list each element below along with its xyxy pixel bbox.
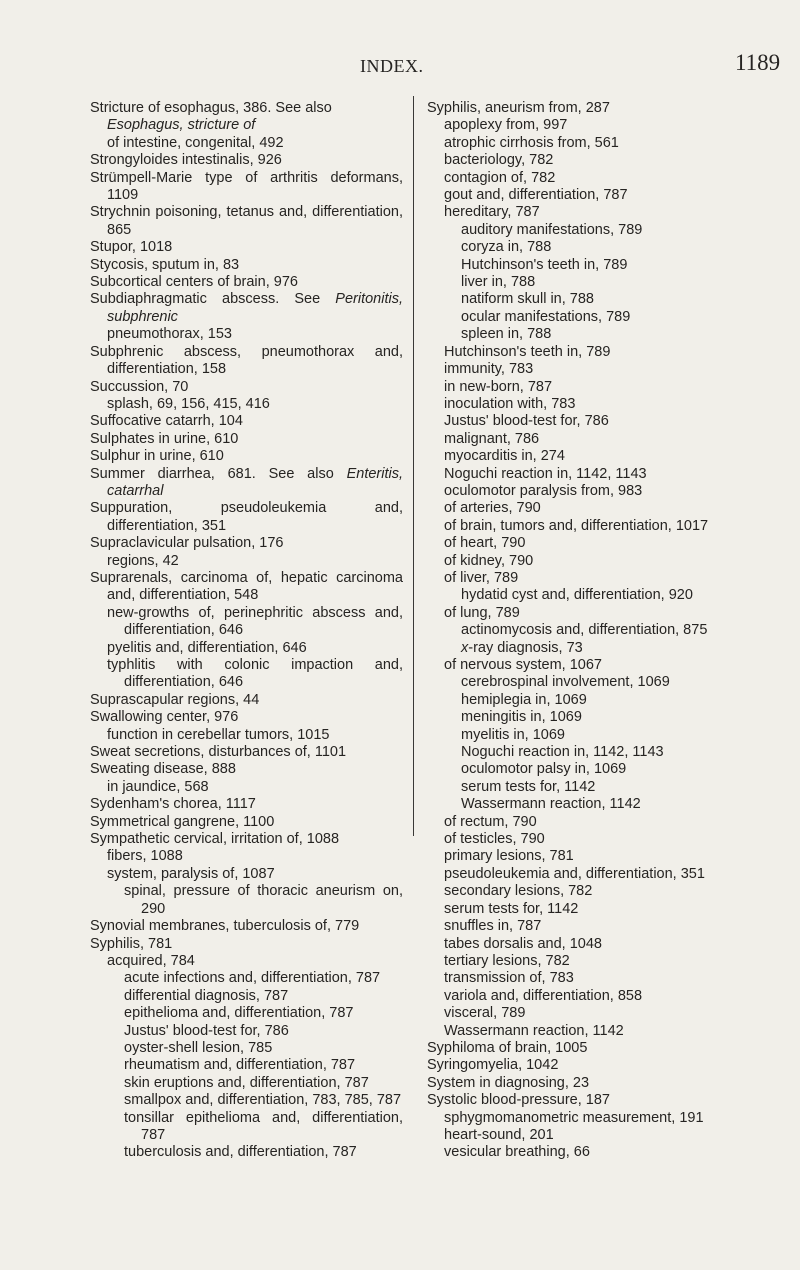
- entry-text: Syringomyelia, 1042: [427, 1057, 559, 1074]
- index-entry: [90, 326, 403, 343]
- entry-text: of testicles, 790: [444, 831, 545, 848]
- entry-text: Sulphur in urine, 610: [90, 448, 224, 465]
- index-entry: [427, 1075, 750, 1092]
- entry-text: Swallowing center, 976: [90, 709, 239, 726]
- index-entry: [427, 657, 750, 674]
- index-entry: [90, 1110, 403, 1145]
- entry-text: serum tests for, 1142: [444, 900, 579, 917]
- index-entry: [427, 1057, 750, 1074]
- entry-text: Justus' blood-test for, 786: [444, 413, 609, 430]
- entry-text: Strychnin poisoning, tetanus and, differentiation, 865: [90, 204, 403, 238]
- index-entry: [90, 431, 403, 448]
- index-entry: [90, 413, 403, 430]
- index-entry: [427, 1110, 750, 1127]
- entry-text: auditory manifestations, 789: [461, 221, 643, 238]
- index-entry: [90, 344, 403, 379]
- entry-text: immunity, 783: [444, 361, 534, 378]
- index-entry: [90, 796, 403, 813]
- index-entry: [427, 1092, 750, 1109]
- entry-text: Hutchinson's teeth in, 789: [461, 256, 628, 273]
- entry-text: of kidney, 790: [444, 552, 534, 569]
- entry-text: smallpox and, differentiation, 783, 785, 787: [124, 1092, 402, 1109]
- index-entry: [90, 274, 403, 291]
- index-entry: [427, 622, 750, 639]
- entry-text: Subdiaphragmatic abscess. See: [90, 291, 336, 308]
- entry-text: of heart, 790: [444, 535, 526, 552]
- entry-text: tertiary lesions, 782: [444, 952, 570, 969]
- entry-text: Wassermann reaction, 1142: [444, 1022, 624, 1039]
- entry-text: inoculation with, 783: [444, 395, 576, 412]
- index-entry: [427, 1005, 750, 1022]
- entry-text: Suppuration, pseudoleukemia and, differentiation, 351: [90, 500, 403, 534]
- entry-text: spinal, pressure of thoracic aneurism on, 290: [124, 883, 403, 917]
- index-entry: [427, 901, 750, 918]
- index-entry: [427, 204, 750, 221]
- entry-text: Suffocative catarrh, 104: [90, 413, 243, 430]
- index-entry: [427, 1127, 750, 1144]
- index-entry: [90, 379, 403, 396]
- index-entry: [427, 257, 750, 274]
- index-entry: [427, 379, 750, 396]
- index-entry: [90, 100, 403, 117]
- entry-text: Justus' blood-test for, 786: [124, 1022, 289, 1039]
- entry-text: Suprarenals, carcinoma of, hepatic carcinoma and, differentiation, 548: [90, 569, 403, 604]
- index-entry: [427, 274, 750, 291]
- entry-text: Sulphates in urine, 610: [90, 430, 239, 447]
- entry-text: Sympathetic cervical, irritation of, 1088: [90, 831, 340, 848]
- index-entry: [90, 761, 403, 778]
- entry-text: System in diagnosing, 23: [427, 1074, 590, 1091]
- entry-text: Sweating disease, 888: [90, 761, 236, 778]
- entry-text: oculomotor paralysis from, 983: [444, 482, 643, 499]
- index-entry: [427, 692, 750, 709]
- index-entry: [90, 866, 403, 883]
- entry-text: pyelitis and, differentiation, 646: [107, 639, 307, 656]
- entry-text: gout and, differentiation, 787: [444, 187, 628, 204]
- index-entry: [427, 866, 750, 883]
- index-entry: [90, 396, 403, 413]
- index-entry: [427, 814, 750, 831]
- index-entry: [427, 1023, 750, 1040]
- index-entry: [427, 222, 750, 239]
- index-entry: [427, 413, 750, 430]
- entry-text: hydatid cyst and, differentiation, 920: [461, 587, 693, 604]
- entry-text: Syphiloma of brain, 1005: [427, 1039, 588, 1056]
- index-entry: [427, 970, 750, 987]
- index-entry: [90, 570, 403, 605]
- index-entry: [427, 466, 750, 483]
- entry-text: natiform skull in, 788: [461, 291, 594, 308]
- index-entry: [427, 239, 750, 256]
- index-entry: [427, 779, 750, 796]
- entry-text: liver in, 788: [461, 274, 536, 291]
- index-entry: [90, 1092, 403, 1109]
- index-entry: [427, 848, 750, 865]
- index-entry: [427, 831, 750, 848]
- entry-text: of nervous system, 1067: [444, 657, 602, 673]
- entry-text: of arteries, 790: [444, 500, 541, 517]
- entry-text: tuberculosis and, differentiation, 787: [124, 1144, 357, 1161]
- entry-text: actinomycosis and, differentiation, 875: [461, 622, 708, 639]
- entry-text: hereditary, 787: [444, 204, 540, 221]
- index-entry: [90, 988, 403, 1005]
- index-entry: [90, 692, 403, 709]
- entry-text: typhlitis with colonic impaction and, differentiation, 646: [107, 657, 403, 691]
- page-header: [0, 50, 800, 82]
- index-entry: [427, 936, 750, 953]
- entry-text: Sydenham's chorea, 1117: [90, 796, 256, 813]
- index-entry: [90, 657, 403, 692]
- index-entry: [90, 640, 403, 657]
- index-entry: [90, 744, 403, 761]
- index-entry: [90, 883, 403, 918]
- entry-text: Hutchinson's teeth in, 789: [444, 343, 611, 360]
- entry-text: vesicular breathing, 66: [444, 1144, 590, 1161]
- index-entry: [427, 918, 750, 935]
- entry-text: malignant, 786: [444, 430, 540, 447]
- index-entry: [90, 152, 403, 169]
- index-entry: [90, 1023, 403, 1040]
- index-entry: [90, 1057, 403, 1074]
- entry-text: epithelioma and, differentiation, 787: [124, 1005, 354, 1022]
- index-entry: [90, 814, 403, 831]
- index-entry: [427, 291, 750, 308]
- index-entry: [90, 257, 403, 274]
- entry-text: fibers, 1088: [107, 848, 183, 865]
- index-entry: [427, 344, 750, 361]
- entry-text: rheumatism and, differentiation, 787: [124, 1057, 356, 1074]
- entry-text: Stycosis, sputum in, 83: [90, 256, 240, 273]
- index-entry: [427, 483, 750, 500]
- index-entry: [427, 570, 750, 587]
- entry-text: pneumothorax, 153: [107, 326, 232, 343]
- index-entry: [90, 848, 403, 865]
- entry-text: of lung, 789: [444, 604, 520, 621]
- index-entry: [427, 396, 750, 413]
- entry-italic-text: x: [461, 639, 469, 656]
- entry-text: oculomotor palsy in, 1069: [461, 761, 627, 778]
- entry-text: differential diagnosis, 787: [124, 987, 289, 1004]
- index-entry: [90, 448, 403, 465]
- index-entry: [427, 796, 750, 813]
- column-divider: [413, 96, 414, 836]
- entry-text: Syphilis, aneurism from, 287: [427, 100, 610, 116]
- entry-italic-text: Enteritis, catarrhal: [107, 465, 403, 499]
- entry-text: function in cerebellar tumors, 1015: [107, 726, 330, 743]
- entry-text: contagion of, 782: [444, 169, 556, 186]
- index-entry: [427, 518, 750, 535]
- entry-text: snuffles in, 787: [444, 918, 542, 935]
- index-entry: [427, 500, 750, 517]
- entry-text: of liver, 789: [444, 569, 519, 586]
- index-entry: [427, 674, 750, 691]
- entry-text: Syphilis, 781: [90, 935, 173, 952]
- entry-text: in jaundice, 568: [107, 778, 209, 795]
- entry-text: spleen in, 788: [461, 326, 552, 343]
- index-entry: [90, 170, 403, 205]
- index-entry: [427, 883, 750, 900]
- index-entry: [427, 553, 750, 570]
- entry-text: visceral, 789: [444, 1005, 526, 1022]
- index-entry: [427, 100, 750, 117]
- entry-text: secondary lesions, 782: [444, 883, 593, 900]
- entry-text: Noguchi reaction in, 1142, 1143: [461, 744, 664, 761]
- entry-text: Noguchi reaction in, 1142, 1143: [444, 465, 647, 482]
- entry-italic-text: Peritonitis, subphrenic: [107, 291, 403, 325]
- index-entry: [90, 135, 403, 152]
- entry-text: Systolic blood-pressure, 187: [427, 1092, 610, 1109]
- entry-text: Succussion, 70: [90, 378, 189, 395]
- index-entry: [90, 727, 403, 744]
- entry-text: Summer diarrhea, 681. See also: [90, 465, 347, 482]
- entry-text: Strümpell-Marie type of arthritis deformans, 1109: [90, 169, 403, 204]
- entry-text: sphygmomanometric measurement, 191: [444, 1109, 704, 1126]
- index-entry: [90, 239, 403, 256]
- index-entry: [427, 117, 750, 134]
- index-column-left: [90, 100, 403, 1162]
- index-entry: [427, 640, 750, 657]
- entry-text: tabes dorsalis and, 1048: [444, 935, 602, 952]
- entry-text: in new-born, 787: [444, 378, 553, 395]
- entry-text: hemiplegia in, 1069: [461, 691, 587, 708]
- entry-text: Synovial membranes, tuberculosis of, 779: [90, 918, 360, 935]
- entry-text: coryza in, 788: [461, 239, 552, 256]
- index-entry: [427, 709, 750, 726]
- entry-text: Suprascapular regions, 44: [90, 691, 260, 708]
- entry-text: heart-sound, 201: [444, 1126, 554, 1143]
- index-entry: [90, 466, 403, 501]
- index-entry: [90, 291, 403, 326]
- entry-text: regions, 42: [107, 552, 179, 569]
- entry-text: ocular manifestations, 789: [461, 308, 631, 325]
- index-entry: [427, 309, 750, 326]
- index-entry: [90, 831, 403, 848]
- index-entry: [427, 727, 750, 744]
- entry-text: of rectum, 790: [444, 813, 537, 830]
- index-entry: [90, 970, 403, 987]
- index-entry: [90, 500, 403, 535]
- entry-text: Wassermann reaction, 1142: [461, 796, 641, 813]
- index-entry: [90, 1144, 403, 1161]
- index-entry: [427, 187, 750, 204]
- entry-text: acquired, 784: [107, 952, 195, 969]
- entry-text: of brain, tumors and, differentiation, 1017: [444, 517, 709, 534]
- index-entry: [90, 1075, 403, 1092]
- entry-text: meningitis in, 1069: [461, 709, 582, 726]
- index-entry: [427, 1144, 750, 1161]
- entry-text: Sweat secretions, disturbances of, 1101: [90, 744, 347, 761]
- index-entry: [90, 553, 403, 570]
- entry-text: Stupor, 1018: [90, 239, 173, 256]
- index-entry: [427, 988, 750, 1005]
- entry-text: myelitis in, 1069: [461, 726, 565, 743]
- index-entry: [427, 535, 750, 552]
- index-entry: [90, 779, 403, 796]
- entry-text-tail: -ray diagnosis, 73: [468, 639, 583, 656]
- entry-text: system, paralysis of, 1087: [107, 865, 275, 882]
- index-entry: [427, 761, 750, 778]
- index-entry: [427, 587, 750, 604]
- entry-text: Supraclavicular pulsation, 176: [90, 535, 284, 552]
- entry-text: Symmetrical gangrene, 1100: [90, 813, 275, 830]
- index-entry: [427, 744, 750, 761]
- entry-text: Stricture of esophagus, 386. See also: [90, 100, 332, 116]
- entry-text: Subcortical centers of brain, 976: [90, 274, 298, 291]
- entry-text: transmission of, 783: [444, 970, 574, 987]
- index-entry: [427, 1040, 750, 1057]
- entry-italic-text: Esophagus, stricture of: [107, 117, 256, 134]
- entry-text: myocarditis in, 274: [444, 448, 565, 465]
- entry-text: serum tests for, 1142: [461, 778, 596, 795]
- index-entry: [90, 1005, 403, 1022]
- index-entry: [90, 953, 403, 970]
- entry-text: apoplexy from, 997: [444, 117, 568, 134]
- index-entry: [427, 605, 750, 622]
- index-entry: [90, 204, 403, 239]
- index-entry: [427, 361, 750, 378]
- entry-text: acute infections and, differentiation, 787: [124, 970, 381, 987]
- entry-text: splash, 69, 156, 415, 416: [107, 395, 270, 412]
- entry-text: Strongyloides intestinalis, 926: [90, 152, 282, 169]
- page-number: 1189: [735, 50, 781, 75]
- entry-text: cerebrospinal involvement, 1069: [461, 674, 670, 691]
- entry-text: pseudoleukemia and, differentiation, 351: [444, 865, 705, 882]
- entry-text: variola and, differentiation, 858: [444, 987, 643, 1004]
- index-entry: [427, 953, 750, 970]
- index-entry: [427, 326, 750, 343]
- index-entry: [90, 535, 403, 552]
- entry-text: tonsillar epithelioma and, differentiation, 787: [124, 1109, 403, 1143]
- index-entry: [427, 431, 750, 448]
- entry-text: bacteriology, 782: [444, 152, 554, 169]
- index-entry: [90, 918, 403, 935]
- index-entry: [427, 448, 750, 465]
- index-entry: [90, 1040, 403, 1057]
- entry-text: Subphrenic abscess, pneumothorax and, differentiation, 158: [90, 343, 403, 378]
- entry-text: primary lesions, 781: [444, 848, 574, 865]
- index-entry: [90, 709, 403, 726]
- running-title: INDEX.: [360, 56, 424, 76]
- index-entry: [90, 605, 403, 640]
- index-entry: [90, 936, 403, 953]
- entry-text: atrophic cirrhosis from, 561: [444, 134, 619, 151]
- entry-text: skin eruptions and, differentiation, 787: [124, 1074, 369, 1091]
- entry-text: oyster-shell lesion, 785: [124, 1039, 273, 1056]
- index-entry: [427, 170, 750, 187]
- index-entry: [427, 135, 750, 152]
- index-entry: [90, 117, 403, 134]
- index-column-right: [427, 100, 750, 1162]
- entry-text: new-growths of, perinephritic abscess and, differentiation, 646: [107, 604, 403, 639]
- index-entry: [427, 152, 750, 169]
- entry-text: of intestine, congenital, 492: [107, 134, 284, 151]
